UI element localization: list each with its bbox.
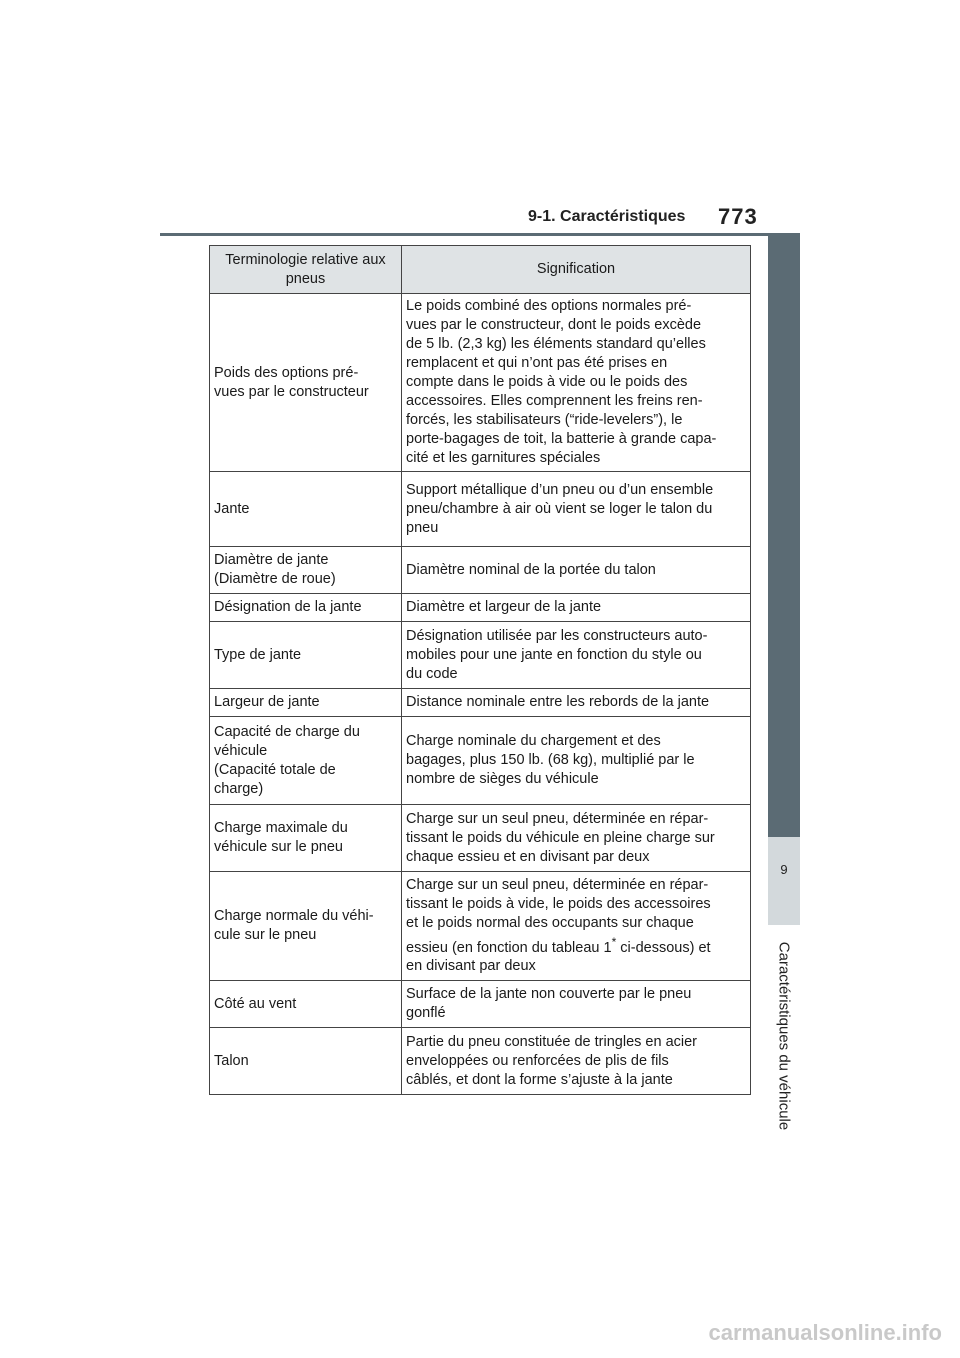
table-row: [210, 594, 751, 622]
table-row: [210, 805, 751, 872]
meaning-cell: Charge nominale du chargement et des bagages, plus 150 lb. (68 kg), multiplié par le nombre de sièges du véhicule: [402, 717, 751, 805]
meaning-cell: [402, 872, 751, 981]
page-number: 773: [718, 204, 758, 229]
term-cell: Diamètre de jante (Diamètre de roue): [210, 547, 402, 594]
meaning-cell: Partie du pneu constituée de tringles en acier enveloppées ou renforcées de plis de fils câblés, et dont la forme s’ajuste à la jante: [402, 1028, 751, 1095]
table-row: [210, 547, 751, 594]
meaning-cell: Diamètre nominal de la portée du talon: [402, 547, 751, 594]
side-tab-bar: [768, 233, 800, 837]
table-row: [210, 294, 751, 472]
table-row: [210, 872, 751, 981]
footnote-marker: *: [611, 934, 617, 949]
term-cell: Capacité de charge du véhicule (Capacité totale de charge): [210, 717, 402, 805]
meaning-cell: Charge sur un seul pneu, déterminée en répar- tissant le poids du véhicule en pleine charge sur chaque essieu et en divisant par deux: [402, 805, 751, 872]
term-cell: Poids des options pré- vues par le constructeur: [210, 294, 402, 472]
meaning-cell: Le poids combiné des options normales pré- vues par le constructeur, dont le poids excède de 5 lb. (2,3 kg) les éléments standard qu’elles remplacent et qui n’ont pas été prises en compte dans le poids à vide ou le poids des accessoires. Elles comprennent les freins ren- forcés, les stabilisateurs (“ride-levelers”), le porte-bagages de toit, la batterie à grande capa- cité et les garnitures spéciales: [402, 294, 751, 472]
tire-terminology-table: [209, 245, 751, 1095]
chapter-label: Caractéristiques du véhicule: [775, 941, 793, 1131]
meaning-cell: Désignation utilisée par les constructeurs auto- mobiles pour une jante en fonction du style ou du code: [402, 622, 751, 689]
term-cell: Talon: [210, 1028, 402, 1095]
table-row: [210, 472, 751, 547]
table-row: [210, 689, 751, 717]
meaning-cell: Distance nominale entre les rebords de la jante: [402, 689, 751, 717]
term-cell: Charge normale du véhi- cule sur le pneu: [210, 872, 402, 981]
column-header-meaning: Signification: [402, 246, 751, 294]
meaning-text-before: Charge sur un seul pneu, déterminée en répar- tissant le poids à vide, le poids des accessoires et le poids normal des occupants sur chaque essieu (en fonction du tableau 1: [406, 876, 711, 956]
term-cell: Jante: [210, 472, 402, 547]
chapter-number: 9: [780, 862, 788, 877]
watermark: carmanualsonline.info: [708, 1320, 942, 1345]
table-row: [210, 622, 751, 689]
table-row: [210, 717, 751, 805]
column-header-term: Terminologie relative aux pneus: [210, 246, 402, 294]
meaning-cell: Support métallique d’un pneu ou d’un ensemble pneu/chambre à air où vient se loger le talon du pneu: [402, 472, 751, 547]
meaning-cell: Diamètre et largeur de la jante: [402, 594, 751, 622]
meaning-cell: Surface de la jante non couverte par le pneu gonflé: [402, 981, 751, 1028]
term-cell: Charge maximale du véhicule sur le pneu: [210, 805, 402, 872]
meaning-text-after: ci-dessous) et en divisant par deux: [406, 939, 711, 975]
chapter-tab: [768, 837, 800, 925]
term-cell: Largeur de jante: [210, 689, 402, 717]
table-header-row: [210, 246, 751, 294]
term-cell: Désignation de la jante: [210, 594, 402, 622]
table-row: [210, 1028, 751, 1095]
term-cell: Type de jante: [210, 622, 402, 689]
section-title: 9-1. Caractéristiques: [528, 208, 686, 225]
table-row: [210, 981, 751, 1028]
term-cell: Côté au vent: [210, 981, 402, 1028]
header-rule: [160, 233, 800, 236]
